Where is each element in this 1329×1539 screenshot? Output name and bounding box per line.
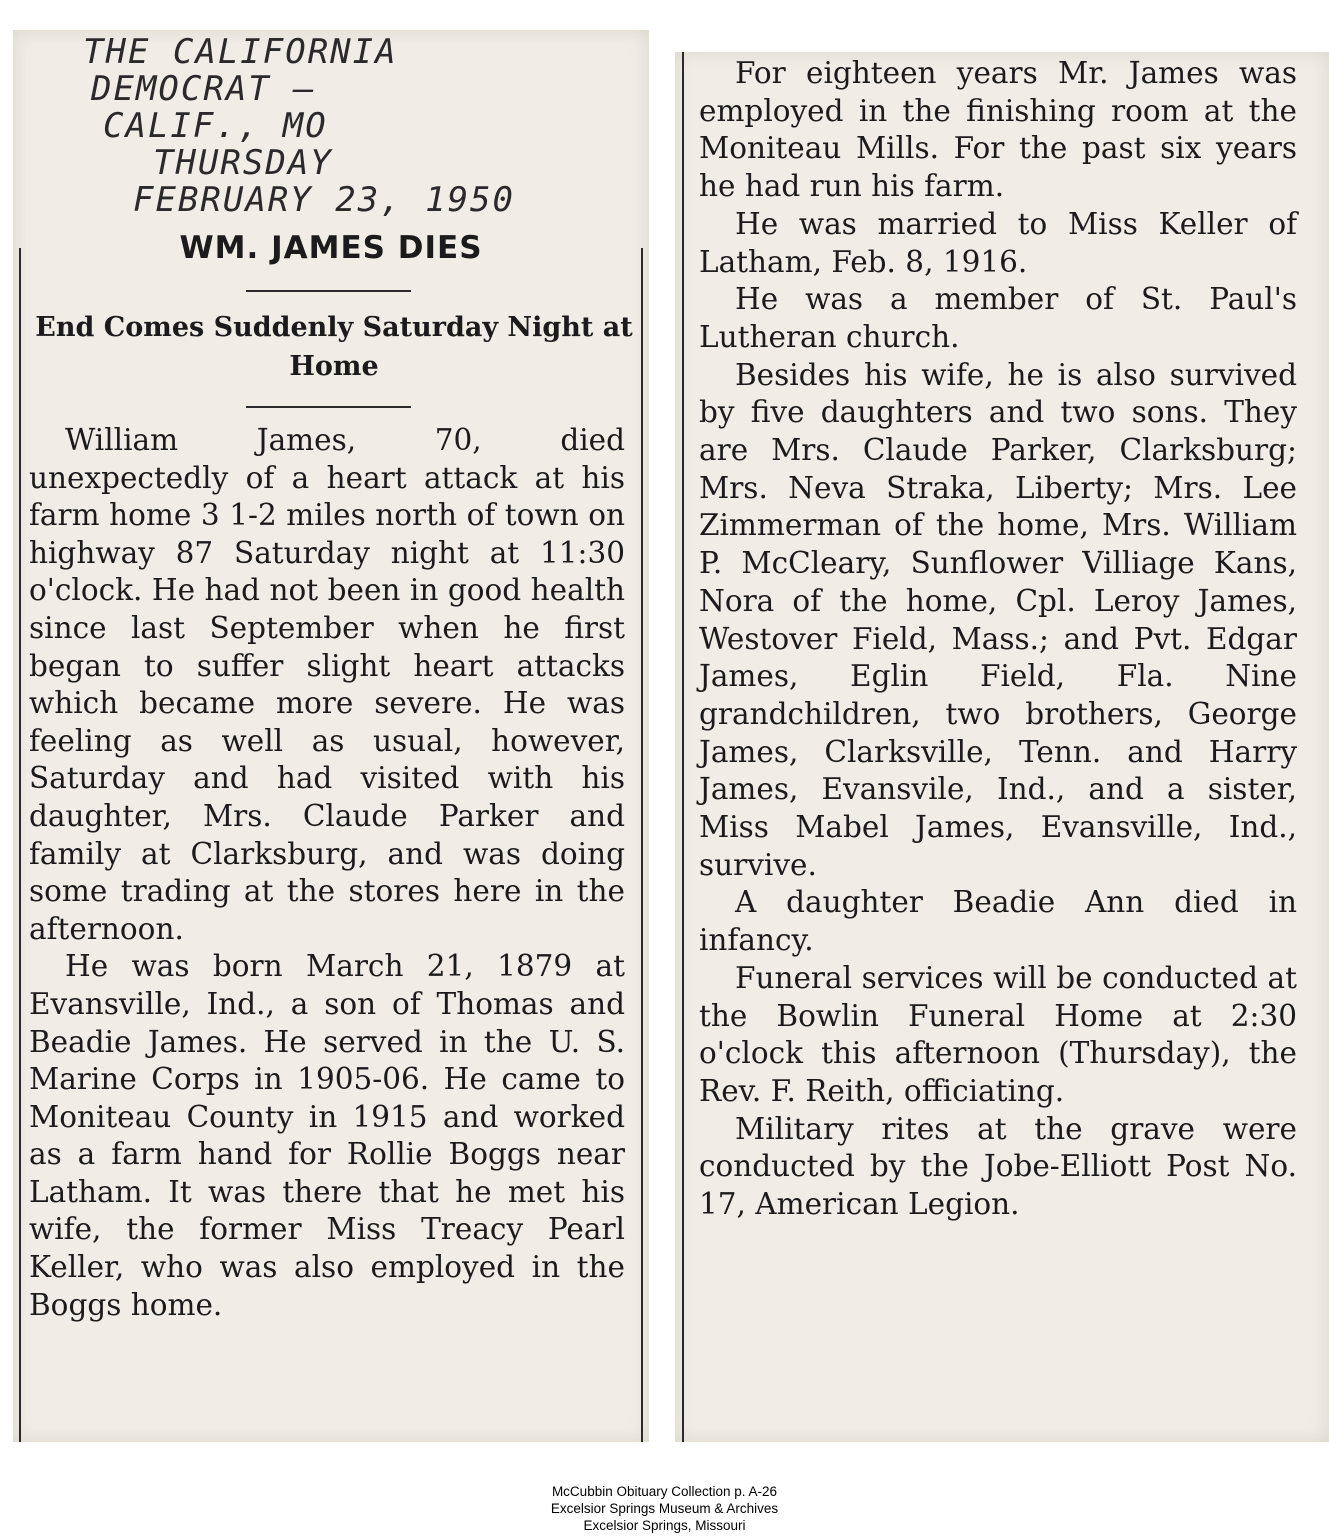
subhead-divider bbox=[246, 406, 411, 408]
article-paragraph: He was married to Miss Keller of Latham, Feb. 8, 1916. bbox=[699, 206, 1297, 279]
headline-divider bbox=[246, 290, 411, 292]
handwritten-line: DEMOCRAT — bbox=[91, 69, 316, 109]
handwritten-line: THE CALIFORNIA bbox=[83, 32, 398, 72]
article-paragraph: Besides his wife, he is also survived by five daughters and two sons. They are Mrs. Claude Parker, Clarksburg; Mrs. Neva Straka, Liberty; Mrs. Lee Zimmerman of the home, Mrs. William P. McCleary, Sunflower Villiage Kans, Nora of the home, Cpl. Leroy James, Westover Field, Mass.; and Pvt. Edgar James, Eglin Field, Fla. Nine grandchildren, two brothers, George James, Clarksville, Tenn. and Harry James, Evansvile, Ind., and a sister, Miss Mabel James, Evansville, Ind., survive. bbox=[699, 357, 1297, 882]
handwritten-line: THURSDAY bbox=[153, 143, 333, 183]
article-body-left bbox=[29, 422, 625, 1324]
article-paragraph: William James, 70, died unexpectedly of a heart attack at his farm home 3 1-2 miles north of town on highway 87 Saturday night at 11:30 o'clock. He had not been in good health since last September when he first began to suffer slight heart attacks which became more severe. He was feeling as well as usual, however, Saturday and had visited with his daughter, Mrs. Claude Parker and family at Clarksburg, and was doing some trading at the stores here in the afternoon. bbox=[29, 423, 625, 946]
clipping-left-column bbox=[13, 30, 649, 1442]
footer-line: McCubbin Obituary Collection p. A-26 bbox=[551, 1484, 778, 1499]
footer-line: Excelsior Springs, Missouri bbox=[583, 1518, 746, 1533]
column-rule-right bbox=[641, 248, 643, 1442]
column-rule-left bbox=[682, 52, 684, 1442]
article-body-right bbox=[699, 55, 1297, 1224]
footer-line: Excelsior Springs Museum & Archives bbox=[550, 1501, 779, 1516]
article-subhead: End Comes Suddenly Saturday Night at Home bbox=[35, 312, 633, 382]
article-headline: WM. JAMES DIES bbox=[179, 230, 483, 266]
column-rule-left bbox=[19, 248, 21, 1442]
handwritten-line: CALIF., MO bbox=[103, 106, 328, 146]
clipping-right-column bbox=[675, 52, 1329, 1442]
article-paragraph: He was a member of St. Paul's Lutheran church. bbox=[699, 282, 1297, 354]
article-paragraph: For eighteen years Mr. James was employed in the finishing room at the Moniteau Mills. For the past six years he had run his farm. bbox=[699, 56, 1297, 204]
article-paragraph: A daughter Beadie Ann died in infancy. bbox=[699, 885, 1297, 958]
handwritten-line: FEBRUARY 23, 1950 bbox=[133, 180, 515, 220]
article-paragraph: He was born March 21, 1879 at Evansville, Ind., a son of Thomas and Beadie James. He served in the U. S. Marine Corps in 1905-06. He came to Moniteau County in 1915 and worked as a farm hand for Rollie Boggs near Latham. It was there that he met his wife, the former Miss Treacy Pearl Keller, who was also employed in the Boggs home. bbox=[29, 949, 625, 1322]
article-paragraph: Military rites at the grave were conducted by the Jobe-Elliott Post No. 17, American Legion. bbox=[699, 1111, 1297, 1222]
collection-footer bbox=[0, 1483, 1329, 1534]
handwritten-source-note bbox=[73, 34, 593, 219]
article-paragraph: Funeral services will be conducted at the Bowlin Funeral Home at 2:30 o'clock this afternoon (Thursday), the Rev. F. Reith, officiating. bbox=[699, 960, 1297, 1108]
